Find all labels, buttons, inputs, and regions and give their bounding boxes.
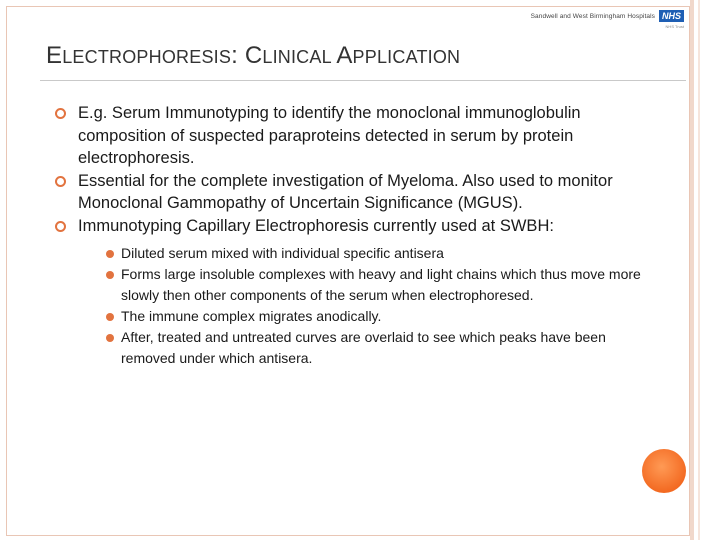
- solid-bullet-icon: [106, 313, 114, 321]
- decorative-orange-circle: [642, 449, 686, 493]
- title-word-electrophoresis: LECTROPHORESIS: [62, 47, 232, 67]
- title-word-application: PPLICATION: [352, 47, 461, 67]
- sub-bullet-list: [78, 243, 652, 369]
- title-initial-c: C: [244, 42, 263, 69]
- bullet-text: Immunotyping Capillary Electrophoresis currently used at SWBH:: [78, 216, 554, 235]
- slide-title: [46, 42, 460, 70]
- hollow-bullet-icon: [55, 108, 66, 119]
- solid-bullet-icon: [106, 250, 114, 258]
- nhs-badge: NHS: [659, 10, 684, 22]
- sub-bullet-item: [104, 327, 652, 369]
- bullet-text: Essential for the complete investigation of Myeloma. Also used to monitor Monoclonal Gammopathy of Uncertain Significance (MGUS).: [78, 171, 613, 212]
- hollow-bullet-icon: [55, 176, 66, 187]
- hollow-bullet-icon: [55, 221, 66, 232]
- solid-bullet-icon: [106, 334, 114, 342]
- trust-name: Sandwell and West Birmingham Hospitals: [530, 12, 655, 20]
- solid-bullet-icon: [106, 271, 114, 279]
- title-word-clinical: LINICAL: [262, 47, 337, 67]
- sub-bullet-text: Forms large insoluble complexes with heavy and light chains which thus move more slowly then other components of the serum when electrophoresed.: [121, 266, 641, 303]
- trust-logo: [531, 10, 684, 22]
- sub-bullet-text: The immune complex migrates anodically.: [121, 308, 382, 324]
- slide-body: [52, 102, 652, 369]
- title-initial-e: E: [46, 42, 63, 69]
- bullet-text: E.g. Serum Immunotyping to identify the monoclonal immunoglobulin composition of suspected paraproteins detected in serum by protein electrophoresis.: [78, 104, 581, 167]
- sub-bullet-item: [104, 306, 652, 327]
- sub-bullet-item: [104, 264, 652, 306]
- side-stripe: [690, 0, 694, 540]
- bullet-item: [52, 102, 652, 170]
- bullet-item: [52, 215, 652, 370]
- bullet-item: [52, 170, 652, 215]
- title-initial-a: A: [336, 42, 353, 69]
- sub-bullet-item: [104, 243, 652, 264]
- main-bullet-list: [52, 102, 652, 369]
- sub-bullet-text: After, treated and untreated curves are overlaid to see which peaks have been removed under which antisera.: [121, 329, 606, 366]
- title-colon: :: [231, 42, 245, 69]
- side-stripe-thin: [698, 0, 700, 540]
- title-divider: [40, 80, 686, 81]
- sub-bullet-text: Diluted serum mixed with individual specific antisera: [121, 245, 444, 261]
- trust-subtext: NHS Trust: [665, 24, 684, 29]
